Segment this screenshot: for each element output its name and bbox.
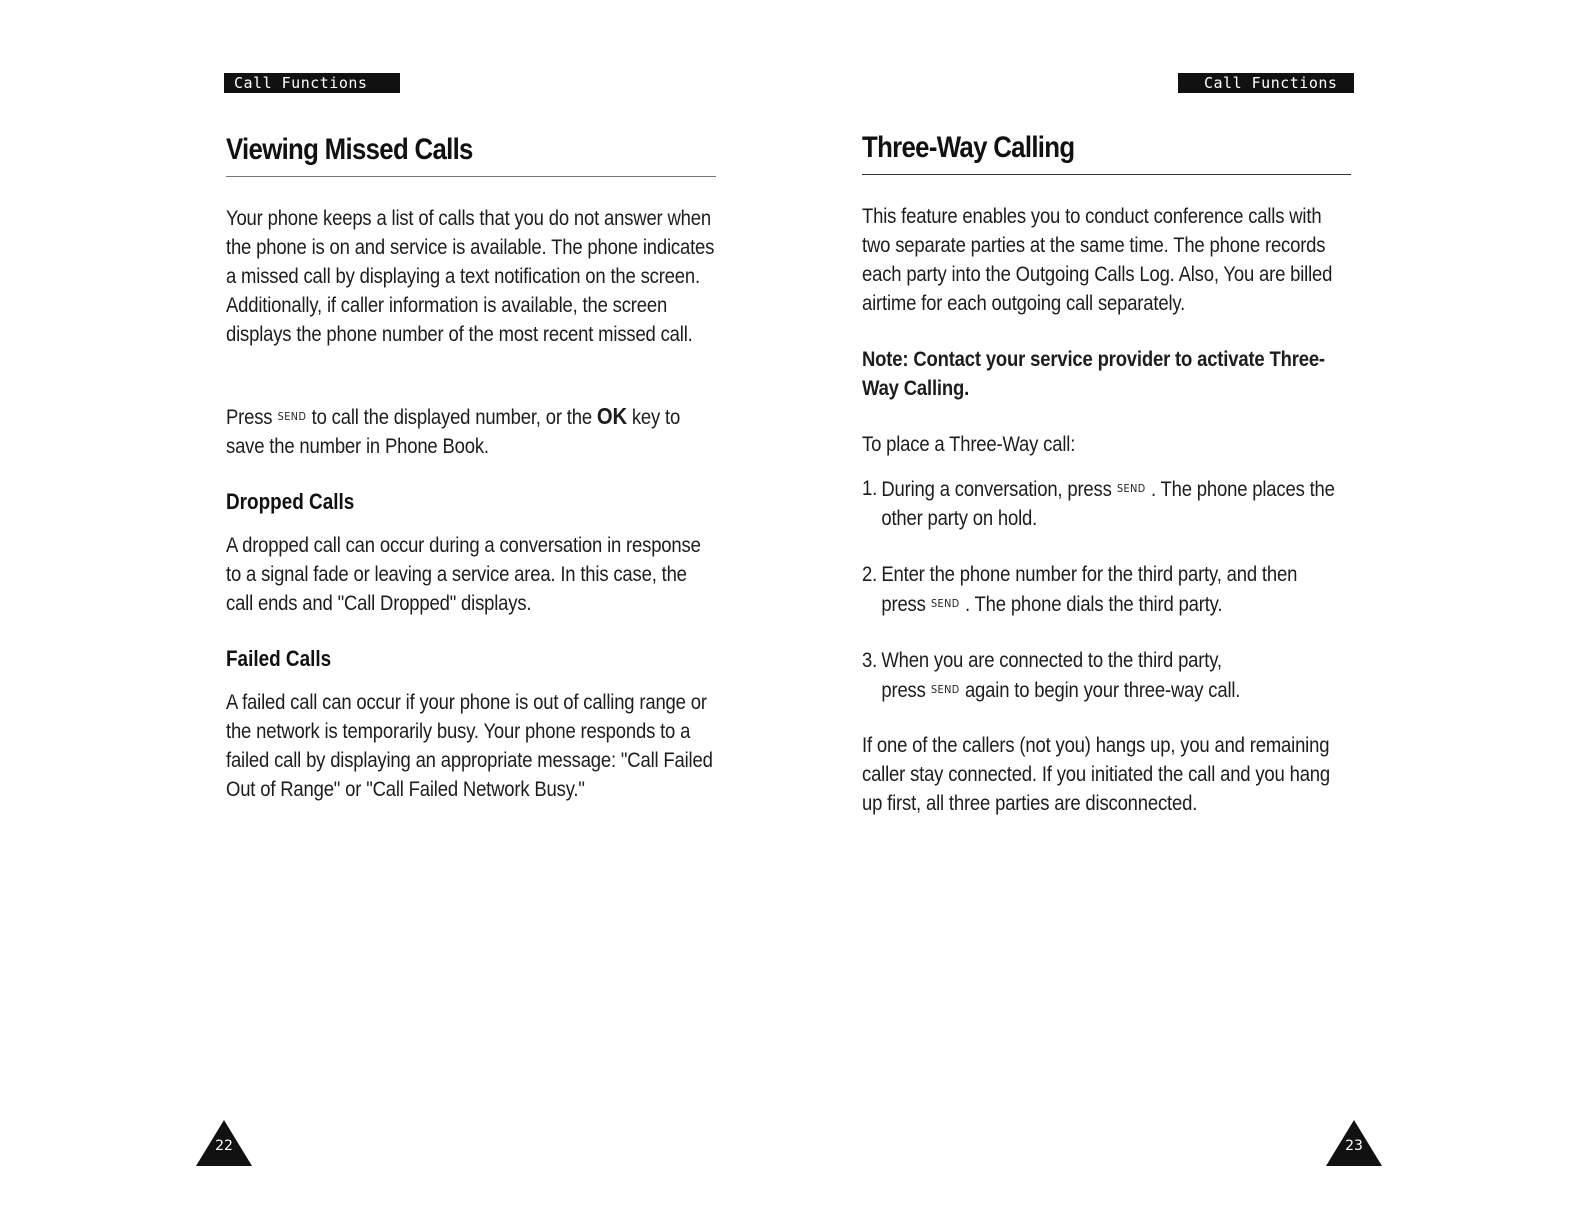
step-text: again to begin your three-way call. xyxy=(964,679,1241,702)
list-item xyxy=(862,560,1350,619)
step-number: 3. xyxy=(862,649,878,672)
title-rule xyxy=(226,176,716,177)
three-way-outro: If one of the callers (not you) hangs up, you and remaining caller stay connected. If you initiated the call and you hang up first, all three parties are disconnected. xyxy=(862,734,1330,815)
note-text: Contact your service provider to activate Three-Way Calling. xyxy=(862,348,1325,400)
page-number-badge xyxy=(1326,1120,1382,1166)
step-number: 1. xyxy=(862,477,878,500)
failed-calls-heading: Failed Calls xyxy=(226,646,332,671)
page-number: 22 xyxy=(215,1138,233,1154)
note xyxy=(862,345,1350,403)
list-item xyxy=(862,474,1350,533)
step-text: . The phone dials the third party. xyxy=(964,593,1223,616)
missed-calls-intro: Your phone keeps a list of calls that you do not answer when the phone is on and service is available. The phone indicates a missed call by displaying a text notification on the screen. Additionally, if caller information is available, the screen displays the phone number of the most recent missed call. xyxy=(226,207,715,346)
page-number-badge xyxy=(196,1120,252,1166)
right-page xyxy=(789,0,1578,1221)
three-way-intro: This feature enables you to conduct conference calls with two separate parties at the same time. The phone records each party into the Outgoing Calls Log. Also, You are billed airtime for each outgoing call separately. xyxy=(862,205,1333,315)
failed-calls-body: A failed call can occur if your phone is out of calling range or the network is temporarily busy. Your phone responds to a failed call by displaying an appropriate message: "Call Failed Out of Range" or "Call Failed Network Busy." xyxy=(226,691,713,801)
steps-lead: To place a Three-Way call: xyxy=(862,433,1076,456)
send-key-label: SEND xyxy=(930,683,960,696)
press-text-1: Press xyxy=(226,406,273,429)
page-title: Three-Way Calling xyxy=(862,131,1075,164)
section-tab: Call Functions xyxy=(1178,73,1354,93)
ok-key-label: OK xyxy=(596,403,627,429)
title-rule xyxy=(862,174,1351,175)
section-tab: Call Functions xyxy=(224,73,400,93)
step-text: When you are connected to the third party, press xyxy=(881,649,1222,702)
step-text: . The phone places the other party on hold. xyxy=(881,478,1335,530)
press-text-2: to call the displayed number, or the xyxy=(311,406,592,429)
send-key-label: SEND xyxy=(930,597,960,610)
step-text: Enter the phone number for the third party, and then press xyxy=(881,563,1298,616)
note-label: Note: xyxy=(862,348,909,371)
page-title: Viewing Missed Calls xyxy=(226,133,473,166)
press-instruction xyxy=(226,402,714,461)
step-number: 2. xyxy=(862,563,878,586)
send-key-label: SEND xyxy=(277,410,307,423)
step-text: During a conversation, press xyxy=(881,478,1112,501)
send-key-label: SEND xyxy=(1116,482,1146,495)
list-item xyxy=(862,646,1350,705)
dropped-calls-heading: Dropped Calls xyxy=(226,489,355,514)
dropped-calls-body: A dropped call can occur during a conversation in response to a signal fade or leaving a service area. In this case, the call ends and "Call Dropped" displays. xyxy=(226,534,701,615)
page-number: 23 xyxy=(1345,1138,1363,1154)
press-text-3: key to save the number in Phone Book. xyxy=(226,406,681,458)
